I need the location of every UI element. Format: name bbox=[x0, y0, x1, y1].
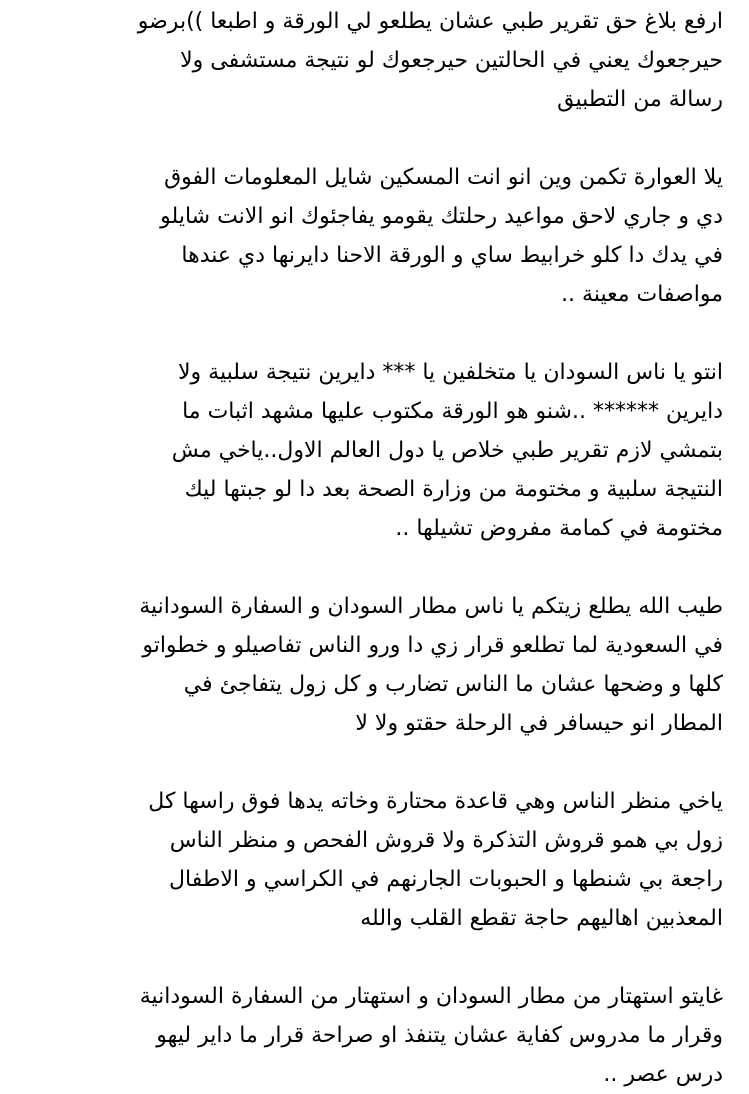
text-line: بتمشي لازم تقرير طبي خلاص يا دول العالم الاول..ياخي مش bbox=[171, 438, 723, 463]
paragraph-6 bbox=[26, 977, 723, 1094]
text-line: انتو يا ناس السودان يا متخلفين يا *** دايرين نتيجة سلبية ولا bbox=[177, 360, 723, 385]
text-line: في يدك دا كلو خرابيط ساي و الورقة الاحنا دايرنها دي عندها bbox=[181, 243, 723, 268]
text-line: طيب الله يطلع زيتكم يا ناس مطار السودان و السفارة السودانية bbox=[139, 594, 723, 619]
text-line: ارفع بلاغ حق تقرير طبي عشان يطلعو لي الورقة و اطبعا ))برضو bbox=[137, 9, 723, 34]
text-line: مختومة في كمامة مفروض تشيلها .. bbox=[395, 516, 723, 541]
paragraph-4 bbox=[26, 587, 723, 743]
paragraph-3 bbox=[26, 353, 723, 548]
text-line: مواصفات معينة .. bbox=[561, 282, 723, 307]
text-line: كلها و وضحها عشان ما الناس تضارب و كل زول يتفاجئ في bbox=[183, 672, 723, 697]
text-line: دايرين ****** ..شنو هو الورقة مكتوب عليها مشهد اثبات ما bbox=[182, 399, 723, 424]
text-line: النتيجة سلبية و مختومة من وزارة الصحة بعد دا لو جبتها ليك bbox=[184, 477, 723, 502]
text-line: ياخي منظر الناس وهي قاعدة محتارة وخاته يدها فوق راسها كل bbox=[148, 789, 723, 814]
paragraph-2 bbox=[26, 158, 723, 314]
text-line: يلا العوارة تكمن وين انو انت المسكين شايل المعلومات الفوق bbox=[164, 165, 723, 190]
text-line: في السعودية لما تطلعو قرار زي دا ورو الناس تفاصيلو و خطواتو bbox=[142, 633, 723, 658]
text-line: درس عصر .. bbox=[603, 1062, 723, 1087]
text-line: راجعة بي شنطها و الحبوبات الجارنهم في الكراسي و الاطفال bbox=[169, 867, 723, 892]
text-line: دي و جاري لاحق مواعيد رحلتك يقومو يفاجئوك انو الانت شايلو bbox=[160, 204, 723, 229]
text-line: حيرجعوك يعني في الحالتين حيرجعوك لو نتيجة مستشفى ولا bbox=[180, 48, 723, 73]
text-line: المعذبين اهاليهم حاجة تقطع القلب والله bbox=[360, 906, 723, 931]
text-line: زول بي همو قروش التذكرة ولا قروش الفحص و منظر الناس bbox=[169, 828, 723, 853]
paragraph-1 bbox=[26, 2, 723, 119]
text-line: وقرار ما مدروس كفاية عشان يتنفذ او صراحة قرار ما داير ليهو bbox=[156, 1023, 723, 1048]
paragraph-5 bbox=[26, 782, 723, 938]
text-line: رسالة من التطبيق bbox=[557, 87, 723, 112]
text-line: المطار انو حيسافر في الرحلة حقتو ولا لا bbox=[355, 711, 723, 736]
text-line: غايتو استهتار من مطار السودان و استهتار من السفارة السودانية bbox=[139, 984, 723, 1009]
